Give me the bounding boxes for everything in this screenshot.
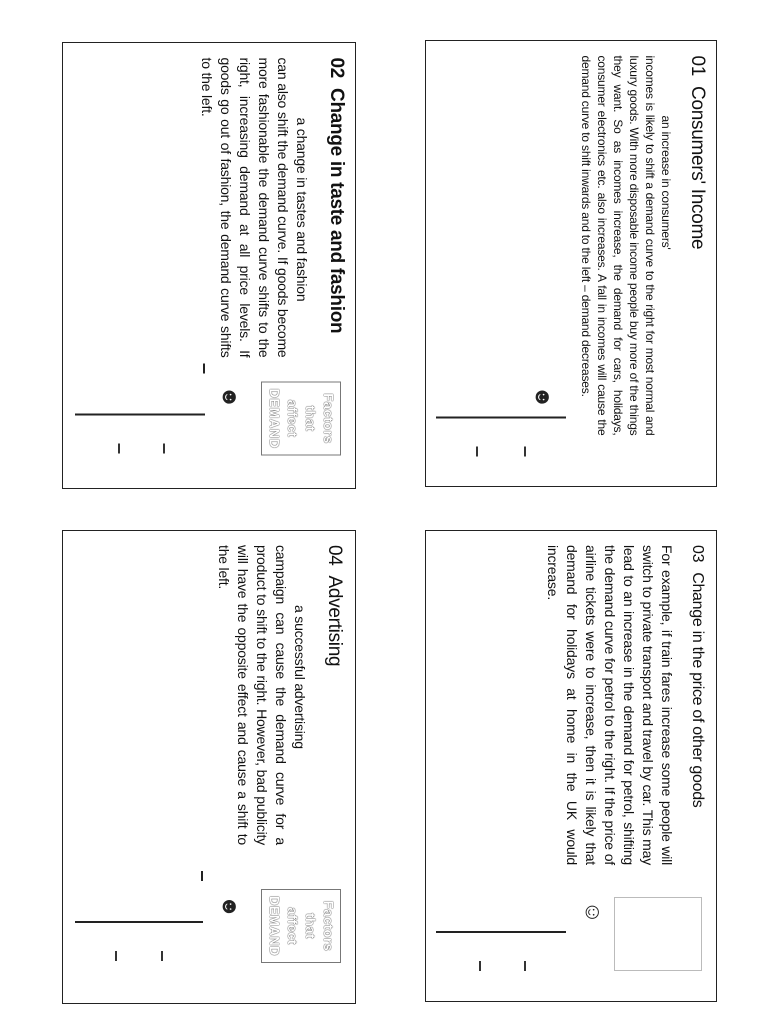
card-heading: Consumers' Income (687, 85, 708, 249)
graph-sketch (75, 363, 345, 483)
card-text: For example, if train fares increase some people will switch to private transport and travel by car. This may lead to an increase in the demand for petrol, shifting the demand curve for petrol to the right. If the price of airline tickets were to increase, then it is likely that demand for holidays at home in the UK would increase. (545, 545, 675, 865)
card-body (543, 545, 676, 865)
card-consumers-income (425, 40, 717, 487)
factors-stamp (614, 897, 702, 971)
card-number: 02 (326, 57, 347, 78)
stamp-line: affect (285, 907, 300, 945)
card-text: can also shift the demand curve. If goods become more fashionable the demand curve shifts to the right, increasing demand at all price levels. If goods go out of fashion, the demand curve shifts to the left. (199, 57, 291, 357)
card-price-other-goods (425, 530, 717, 1002)
graph-sketch (436, 371, 566, 481)
card-heading: Change in taste and fashion (326, 87, 347, 333)
thinking-figure-icon: ☻ (218, 385, 243, 409)
card-body (197, 57, 311, 357)
factors-stamp (261, 889, 341, 963)
card-number: 03 (689, 545, 706, 563)
card-text: incomes is likely to shift a demand curve to the right for most normal and luxury goods. With more disposable income people buy more of the things they want. So as incomes increase, the demand for cars, holidays, consumer electronics etc. also increases. A fall in incomes will cause the demand curve to shift inwards and to the left – demand decreases. (579, 55, 657, 435)
card-lead: a successful advertising (292, 605, 308, 749)
card-heading: Advertising (324, 575, 345, 667)
card-title (323, 545, 345, 865)
thinking-figure-icon: ☻ (218, 895, 243, 919)
factors-stamp (261, 381, 341, 455)
thinking-figure-icon: ☺ (581, 901, 606, 924)
stamp-line: affect (285, 399, 300, 437)
stamp-line: Factors (321, 392, 336, 444)
card-title (325, 57, 347, 357)
stamp-line: Factors (321, 900, 336, 952)
stamp-line: that (303, 405, 318, 431)
card-number: 04 (324, 545, 345, 566)
card-taste-fashion (62, 42, 356, 489)
stamp-line: DEMAND (267, 388, 282, 449)
card-lead: a change in tastes and fashion (294, 117, 310, 301)
stamp-line: DEMAND (267, 896, 282, 957)
card-number: 01 (687, 55, 708, 76)
card-body (578, 55, 674, 435)
thinking-figure-icon: ☻ (531, 385, 556, 409)
card-body (214, 545, 309, 845)
card-advertising (62, 530, 356, 1004)
card-title (686, 55, 708, 435)
stamp-line: that (303, 913, 318, 939)
graph-sketch (436, 881, 706, 996)
graph-sketch (75, 871, 345, 996)
card-lead: an increase in consumers' (659, 115, 673, 250)
card-text: campaign can cause the demand curve for a product to shift to the right. However, bad publicity will have the opposite effect and cause a shift to the left. (216, 545, 289, 845)
card-heading: Change in the price of other goods (689, 572, 706, 808)
